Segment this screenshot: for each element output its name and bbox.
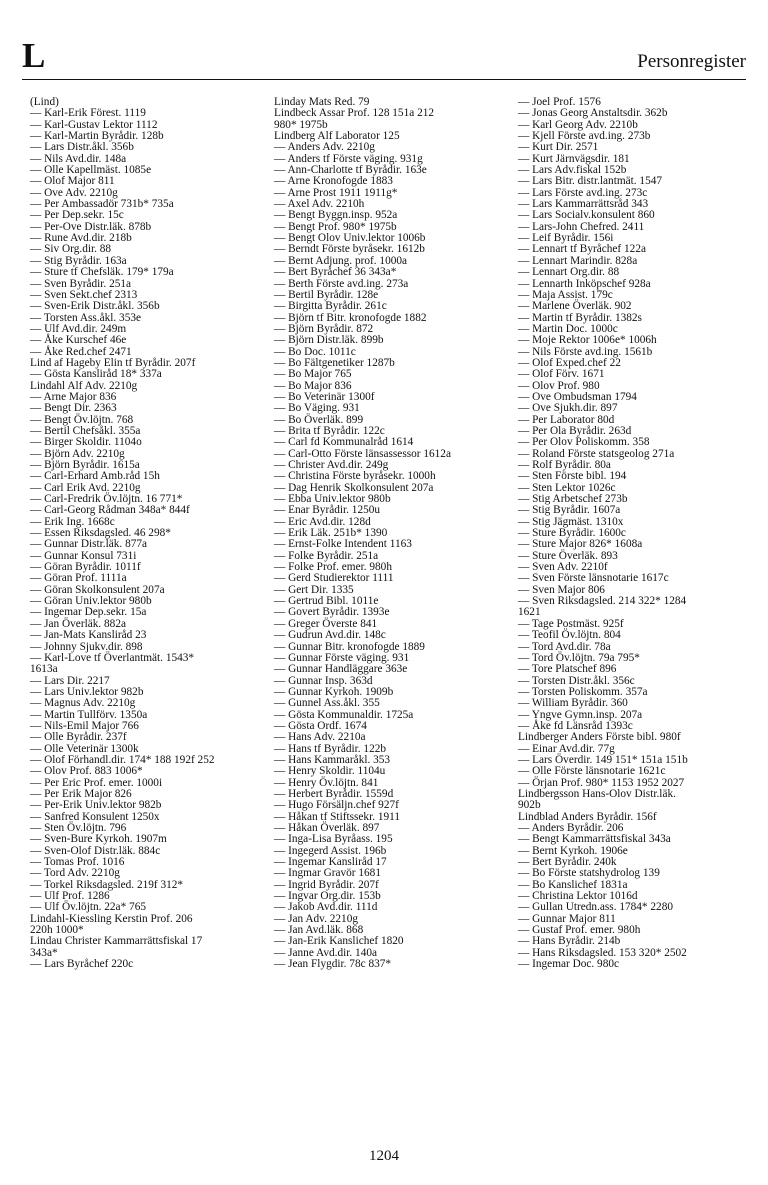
index-entry: — Arne Kronofogde 1883: [274, 175, 393, 188]
index-entry: — Göran Skolkonsulent 207a: [30, 583, 165, 596]
index-entry: — Siv Org.dir. 88: [30, 243, 112, 256]
index-entry: — Ove Adv. 2210g: [30, 186, 118, 199]
index-entry: — Bertil Byrådir. 128e: [274, 288, 379, 301]
index-entry: — Per Eric Prof. emer. 1000i: [30, 776, 163, 789]
index-entry: — Ingemar Doc. 980c: [518, 958, 620, 971]
index-entry: — Karl-Erik Förest. 1119: [30, 107, 146, 120]
index-entry: — Inga-Lisa Byråass. 195: [274, 833, 393, 846]
index-entry: Lindberger Anders Förste bibl. 980f: [518, 731, 681, 744]
index-entry: — Joel Prof. 1576: [518, 96, 601, 108]
index-entry: — Govert Byrådir. 1393e: [274, 606, 390, 619]
index-entry: — Dag Henrik Skolkonsulent 207a: [274, 481, 434, 494]
index-entry: — Lars Adv.fiskal 152b: [518, 164, 627, 177]
index-entry: — Gunnar Bitr. kronofogde 1889: [274, 640, 425, 653]
index-entry: — Per Erik Major 826: [30, 787, 132, 800]
index-entry: — Åke fd Länsråd 1393c: [518, 719, 633, 732]
index-entry: — Bengt Dir. 2363: [30, 402, 117, 415]
index-entry: — Björn Byrådir. 1615a: [30, 459, 140, 471]
index-entry: — Göran Byrådir. 1011f: [30, 561, 141, 574]
index-entry: — Åke Red.chef 2471: [30, 345, 132, 358]
index-entry: — Karl-Love tf Överlantmät. 1543*: [30, 651, 195, 664]
index-entry: — Gösta Ordf. 1674: [274, 719, 367, 732]
section-letter: L: [22, 36, 46, 75]
index-entry: — Stig Byrådir. 163a: [30, 254, 127, 267]
index-entry: — Ingegerd Assist. 196b: [274, 844, 387, 857]
index-entry: — Jan Avd.läk. 868: [274, 924, 364, 937]
index-entry: — Björn Distr.läk. 899b: [274, 334, 384, 347]
index-entry: — Tord Öv.löjtn. 79a 795*: [518, 651, 640, 664]
index-entry: — Lennart Marindir. 828a: [518, 254, 638, 267]
index-entry: — Maja Assist. 179c: [518, 288, 613, 301]
index-entry: — Leif Byrådir. 156i: [518, 232, 614, 245]
index-entry: — Tomas Prof. 1016: [30, 856, 125, 869]
index-entry: — Rolf Byrådir. 80a: [518, 459, 611, 471]
index-entry: — Erik Ing. 1668c: [30, 515, 115, 528]
index-entry: — Jan-Mats Kanslіråd 23: [30, 629, 147, 642]
index-entry: — Nils-Emil Major 766: [30, 719, 139, 732]
index-column-2: [274, 97, 506, 970]
index-entry: — Gertrud Bibl. 1011e: [274, 595, 379, 608]
index-entry: — Ove Sjukh.dir. 897: [518, 402, 618, 415]
index-entry: — Per Ambassadör 731b* 735a: [30, 198, 174, 211]
index-entry: — Greger Överste 841: [274, 617, 378, 630]
index-entry: — Carl-Georg Rådman 348a* 844f: [30, 504, 190, 517]
index-entry: — Essen Riksdagsled. 46 298*: [30, 527, 171, 540]
index-entry: — Sten Lektor 1026c: [518, 481, 616, 494]
index-entry: — Per Dep.sekr. 15c: [30, 209, 124, 222]
index-entry: — Gunnel Ass.åkl. 355: [274, 697, 380, 710]
index-entry: — Roland Förste statsgeolog 271a: [518, 447, 675, 460]
index-entry: — Nils Förste avd.ing. 1561b: [518, 345, 653, 358]
index-entry: Lindbeck Assar Prof. 128 151a 212: [274, 107, 435, 120]
index-entry: — Bengt Prof. 980* 1975b: [274, 220, 397, 233]
index-entry: Lindbergsson Hans-Olov Distr.läk.: [518, 787, 676, 800]
index-entry: — Tore Platschef 896: [518, 663, 617, 676]
index-entry: — Magnus Adv. 2210g: [30, 697, 136, 710]
index-entry: — Bernt Kyrkoh. 1906e: [518, 844, 628, 857]
index-entry: — Birger Skoldir. 1104o: [30, 436, 142, 449]
index-entry: — Olle Kapellmäst. 1085e: [30, 164, 152, 177]
index-entry: — Jakob Avd.dir. 111d: [274, 901, 378, 914]
page-number: 1204: [369, 1148, 399, 1164]
index-entry: — Björn tf Bitr. kronofogde 1882: [274, 311, 427, 324]
index-entry: — Anders tf Förste väging. 931g: [274, 152, 423, 165]
index-entry: Lindau Christer Kammarrättsfiskal 17: [30, 935, 203, 948]
index-entry: — Sven Major 806: [518, 583, 605, 596]
index-entry: — Bengt Öv.löjtn. 768: [30, 413, 134, 426]
index-entry: — Christina Förste byråsekr. 1000h: [274, 470, 436, 483]
index-entry: — Jan-Erik Kanslichef 1820: [274, 935, 404, 948]
index-entry: — Jan Adv. 2210g: [274, 912, 358, 925]
index-entry: — Gösta Kommunaldir. 1725a: [274, 708, 414, 721]
index-entry: — Hans Byrådir. 214b: [518, 935, 621, 948]
index-entry: — Sture Major 826* 1608a: [518, 538, 643, 551]
index-entry: — Folke Byrådir. 251a: [274, 549, 379, 562]
index-entry: — Ernst-Folke Intendent 1163: [274, 538, 412, 551]
index-entry: — Lars Förste avd.ing. 273c: [518, 186, 648, 199]
index-entry: — Stig Arbetschef 273b: [518, 493, 628, 506]
index-entry: — Bo Förste statshydrolog 139: [518, 867, 660, 880]
index-entry: — Sanfred Konsulent 1250x: [30, 810, 160, 823]
index-entry: — Jean Flygdir. 78c 837*: [274, 958, 392, 971]
index-entry: — Bo Fältgenetiker 1287b: [274, 356, 395, 369]
index-entry: — Carl-Fredrik Öv.löjtn. 16 771*: [30, 493, 183, 506]
index-entry: — Sven-Olof Distr.läk. 884c: [30, 844, 161, 857]
index-entry: — Torsten Ass.åkl. 353e: [30, 311, 142, 324]
index-entry: Lind af Hageby Elin tf Byrådir. 207f: [30, 356, 196, 369]
index-entry: 1621: [518, 606, 541, 619]
index-entry: — Sture Byrådir. 1600c: [518, 527, 626, 540]
index-entry: — Axel Adv. 2210h: [274, 198, 365, 211]
index-entry: — Hans tf Byrådir. 122b: [274, 742, 387, 755]
index-entry: — Gullan Utredn.ass. 1784* 2280: [518, 901, 674, 914]
index-entry: — Gunnar Insp. 363d: [274, 674, 373, 687]
index-entry: — Olof Exped.chef 22: [518, 356, 621, 369]
index-entry: — Tage Postmäst. 925f: [518, 617, 624, 630]
index-entry: — Martin Doc. 1000c: [518, 322, 618, 335]
index-entry: — Gerd Studierektor 1111: [274, 572, 394, 585]
index-entry: — Gunnar Major 811: [518, 912, 616, 925]
index-entry: — Ingrid Byrådir. 207f: [274, 878, 379, 891]
index-entry: — Einar Avd.dir. 77g: [518, 742, 615, 755]
index-entry: — Sven Riksdagsled. 214 322* 1284: [518, 595, 687, 608]
index-entry: — Nils Avd.dir. 148a: [30, 152, 127, 165]
index-entry: — Sven Förste länsnotarie 1617c: [518, 572, 669, 585]
index-entry: Linday Mats Red. 79: [274, 96, 370, 108]
index-entry: — Henry Öv.löjtn. 841: [274, 776, 379, 789]
index-entry: — Ingmar Gravör 1681: [274, 867, 381, 880]
index-entry: — Per Olov Poliskomm. 358: [518, 436, 650, 449]
index-entry: — Bengt Kammarrättsfiskal 343a: [518, 833, 671, 846]
index-entry: — Berndt Förste byråsekr. 1612b: [274, 243, 425, 256]
index-entry: — Per-Ove Distr.läk. 878b: [30, 220, 152, 233]
index-entry: — Olle Byrådir. 237f: [30, 731, 127, 744]
index-entry: — Sven-Bure Kyrkoh. 1907m: [30, 833, 167, 846]
index-entry: — Göran Prof. 1111a: [30, 572, 127, 585]
index-entry: — Eric Avd.dir. 128d: [274, 515, 371, 528]
index-entry: — Göran Univ.lektor 980b: [30, 595, 152, 608]
index-entry: — Sten Förste bibl. 194: [518, 470, 627, 483]
index-entry: — Sten Öv.löjtn. 796: [30, 822, 127, 834]
index-entry: — Anders Byrådir. 206: [518, 822, 624, 834]
index-entry: — Sven Adv. 2210f: [518, 561, 608, 574]
index-entry: — Lennart Org.dir. 88: [518, 266, 620, 279]
index-entry: — Berth Förste avd.ing. 273a: [274, 277, 409, 290]
index-entry: — Torsten Poliskomm. 357a: [518, 685, 648, 698]
index-entry: — Kjell Förste avd.ing. 273b: [518, 130, 651, 143]
index-entry: Lindberg Alf Laborator 125: [274, 130, 400, 143]
index-entry: — Bo Kanslichef 1831a: [518, 878, 628, 891]
index-entry: — Gunnar Förste väging. 931: [274, 651, 410, 664]
index-entry: — Bo Veterinär 1300f: [274, 390, 375, 403]
index-entry: — Ove Ombudsman 1794: [518, 390, 637, 403]
index-entry: — Lars-John Chefred. 2411: [518, 220, 645, 233]
index-entry: — Erik Läk. 251b* 1390: [274, 527, 388, 540]
index-entry: Lindahl-Kiessling Kerstin Prof. 206: [30, 912, 193, 925]
index-entry: — Martin tf Byrådir. 1382s: [518, 311, 642, 324]
index-entry: — Gert Dir. 1335: [274, 583, 354, 596]
index-entry: — Kurt Dir. 2571: [518, 141, 599, 154]
index-entry: — Olof Förhandl.dir. 174* 188 192f 252: [30, 753, 215, 766]
index-entry: — Åke Kurschef 46e: [30, 334, 127, 347]
index-entry: — Stig Byrådir. 1607a: [518, 504, 621, 517]
index-entry: — Carl Erik Avd. 2210g: [30, 481, 141, 494]
index-entry: — Olle Veterinär 1300k: [30, 742, 139, 755]
index-entry: — Jonas Georg Anstaltsdir. 362b: [518, 107, 668, 120]
index-entry: — Olov Prof. 883 1006*: [30, 765, 143, 778]
index-entry: — Brita tf Byrådir. 122c: [274, 424, 385, 437]
index-entry: — Gustaf Prof. emer. 980h: [518, 924, 641, 937]
index-entry: — Lars Bitr. distr.lantmät. 1547: [518, 175, 663, 188]
index-column-3: [518, 97, 750, 970]
index-entry: — Olle Förste länsnotarie 1621c: [518, 765, 666, 778]
index-entry: — Torsten Distr.åkl. 356c: [518, 674, 635, 687]
index-entry: — Karl-Martin Byrådir. 128b: [30, 130, 164, 143]
index-entry: — Jan Överläk. 882a: [30, 617, 126, 630]
index-entry: — Lars Överdir. 149 151* 151a 151b: [518, 753, 688, 766]
index-entry: — Per Ola Byrådir. 263d: [518, 424, 632, 437]
index-entry: — Anders Adv. 2210g: [274, 141, 375, 154]
index-entry: — Yngve Gymn.insp. 207a: [518, 708, 643, 721]
index-entry: — Herbert Byrådir. 1559d: [274, 787, 394, 800]
index-entry: — Ulf Öv.löjtn. 22a* 765: [30, 901, 146, 914]
index-entry: — Bert Byråchef 36 343a*: [274, 266, 397, 279]
index-entry: — Kurt Järnvägsdir. 181: [518, 152, 630, 165]
index-entry: — Håkan tf Stiftssekr. 1911: [274, 810, 401, 823]
index-entry: — Arne Prost 1911 1911g*: [274, 186, 398, 199]
index-entry: — Tord Avd.dir. 78a: [518, 640, 611, 653]
index-entry: — Carl-Otto Förste länsassessor 1612a: [274, 447, 451, 460]
index-entry: — Bengt Byggn.insp. 952a: [274, 209, 398, 222]
index-entry: — Lars Dir. 2217: [30, 674, 110, 687]
index-entry: — Lennart tf Byråchef 122a: [518, 243, 646, 256]
index-entry: — Ann-Charlotte tf Byrådir. 163e: [274, 164, 427, 177]
index-entry: — Enar Byrådir. 1250u: [274, 504, 381, 517]
index-entry: — Hans Kammaråkl. 353: [274, 753, 391, 766]
index-entry: — Olof Major 811: [30, 175, 115, 188]
index-entry: — Folke Prof. emer. 980h: [274, 561, 392, 574]
index-entry: — Tord Adv. 2210g: [30, 867, 120, 880]
index-entry: — Henry Skoldir. 1104u: [274, 765, 386, 778]
index-entry: (Lind): [30, 96, 59, 108]
index-entry: — Ingemar Kanslіråd 17: [274, 856, 387, 869]
index-entry: — Hans Adv. 2210a: [274, 731, 366, 744]
index-entry: — Bertil Chefsåkl. 355a: [30, 424, 141, 437]
index-entry: — Torkel Riksdagsled. 219f 312*: [30, 878, 184, 891]
header-rule: [22, 79, 746, 80]
index-entry: — Ingvar Org.dir. 153b: [274, 890, 381, 903]
index-entry: — Sture tf Chefsläk. 179* 179a: [30, 266, 174, 279]
index-entry: — Bo Major 765: [274, 368, 352, 381]
index-entry: — Bert Byrådir. 240k: [518, 856, 617, 869]
index-entry: — Bo Väging. 931: [274, 402, 360, 415]
index-entry: — Janne Avd.dir. 140a: [274, 946, 378, 959]
index-entry: 220h 1000*: [30, 924, 84, 937]
index-entry: — Ulf Prof. 1286: [30, 890, 110, 903]
index-entry: — Ingemar Dep.sekr. 15a: [30, 606, 147, 619]
index-entry: — Björn Byrådir. 872: [274, 322, 374, 335]
index-entry: — Lars Kammarrättsråd 343: [518, 198, 649, 211]
index-entry: — Johnny Sjukv.dir. 898: [30, 640, 143, 653]
index-entry: — Björn Adv. 2210g: [30, 447, 125, 460]
index-entry: — Lars Distr.åkl. 356b: [30, 141, 134, 154]
index-entry: — Moje Rektor 1006e* 1006h: [518, 334, 657, 347]
index-entry: — Carl-Erhard Amb.råd 15h: [30, 470, 160, 483]
index-entry: — Gunnar Konsul 731i: [30, 549, 137, 562]
index-entry: — Marlene Överläk. 902: [518, 300, 632, 313]
index-entry: — Sven Byrådir. 251a: [30, 277, 132, 290]
index-entry: Lindahl Alf Adv. 2210g: [30, 379, 138, 392]
index-entry: — Bo Major 836: [274, 379, 352, 392]
index-entry: — Karl Georg Adv. 2210b: [518, 118, 638, 131]
index-entry: — Martin Tullförv. 1350a: [30, 708, 148, 721]
index-entry: — Bo Överläk. 899: [274, 413, 364, 426]
index-entry: — Ebba Univ.lektor 980b: [274, 493, 391, 506]
index-entry: — Olov Prof. 980: [518, 379, 600, 392]
index-entry: — Lennarth Inköpschef 928a: [518, 277, 651, 290]
index-entry: — Christina Lektor 1016d: [518, 890, 638, 903]
index-entry: — Lars Univ.lektor 982b: [30, 685, 144, 698]
index-entry: — Sture Överläk. 893: [518, 549, 618, 562]
index-entry: — Arne Major 836: [30, 390, 117, 403]
index-entry: — Karl-Gustav Lektor 1112: [30, 118, 158, 131]
index-entry: — Örjan Prof. 980* 1153 1952 2027: [518, 776, 685, 789]
index-column-1: [30, 97, 262, 970]
index-entry: — Carl fd Kommunalråd 1614: [274, 436, 414, 449]
index-entry: — Stig Jägmäst. 1310x: [518, 515, 624, 528]
index-entry: — Lars Byråchef 220c: [30, 958, 134, 971]
index-entry: — Olof Förv. 1671: [518, 368, 605, 381]
index-entry: — Bernt Adjung. prof. 1000a: [274, 254, 408, 267]
index-entry: — Ulf Avd.dir. 249m: [30, 322, 127, 335]
index-entry: — Gunnar Handläggare 363e: [274, 663, 408, 676]
index-entry: Lindblad Anders Byrådir. 156f: [518, 810, 657, 823]
index-entry: — Håkan Överläk. 897: [274, 822, 380, 834]
index-entry: — Per Laborator 80d: [518, 413, 615, 426]
index-entry: — Birgitta Byrådir. 261c: [274, 300, 387, 313]
index-entry: — Christer Avd.dir. 249g: [274, 459, 389, 471]
index-entry: — Rune Avd.dir. 218b: [30, 232, 132, 245]
index-entry: — Per-Erik Univ.lektor 982b: [30, 799, 162, 812]
index-entry: — Gunnar Kyrkoh. 1909b: [274, 685, 394, 698]
index-entry: — Hans Riksdagsled. 153 320* 2502: [518, 946, 687, 959]
index-entry: — Bengt Olov Univ.lektor 1006b: [274, 232, 426, 245]
index-entry: — Teofil Öv.löjtn. 804: [518, 629, 621, 642]
index-entry: 1613a: [30, 663, 58, 676]
index-entry: — Bo Doc. 1011c: [274, 345, 356, 358]
index-entry: 902b: [518, 799, 541, 812]
index-entry: — Sven Sekt.chef 2313: [30, 288, 138, 301]
index-entry: — Gunnar Distr.läk. 877a: [30, 538, 148, 551]
index-entry: — Hugo Försäljn.chef 927f: [274, 799, 399, 812]
running-title: Personregister: [637, 51, 746, 72]
index-entry: 980* 1975b: [274, 118, 328, 131]
index-entry: — Sven-Erik Distr.åkl. 356b: [30, 300, 160, 313]
index-entry: — Gudrun Avd.dir. 148c: [274, 629, 386, 642]
index-entry: 343a*: [30, 946, 58, 959]
index-entry: — Gösta Kansliråd 18* 337a: [30, 368, 162, 381]
index-entry: — William Byrådir. 360: [518, 697, 628, 710]
index-entry: — Lars Socialv.konsulent 860: [518, 209, 655, 222]
